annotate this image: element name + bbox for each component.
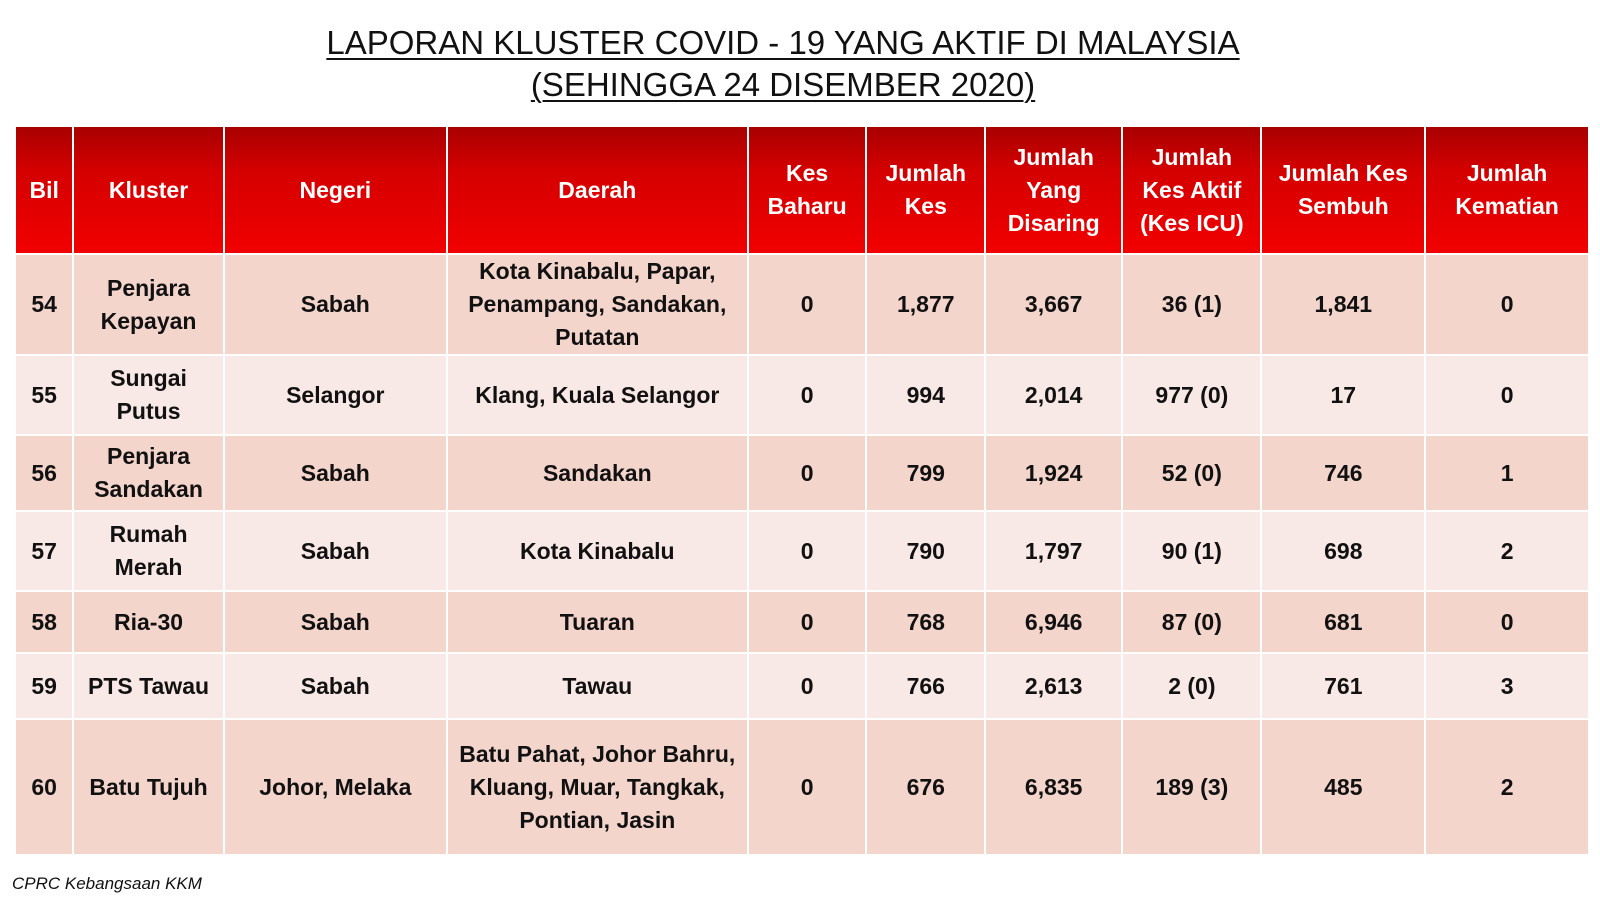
cell-jumlah-aktif: 2 (0): [1122, 653, 1261, 719]
cell-daerah: Batu Pahat, Johor Bahru, Kluang, Muar, Tangkak, Pontian, Jasin: [447, 719, 748, 855]
cell-kluster: Ria-30: [73, 591, 223, 653]
cell-jumlah-kes: 790: [866, 511, 985, 591]
cell-jumlah-kematian: 0: [1425, 355, 1589, 435]
cell-jumlah-disaring: 2,613: [985, 653, 1122, 719]
cell-kes-baharu: 0: [748, 591, 867, 653]
cell-jumlah-kes: 994: [866, 355, 985, 435]
header-negeri: Negeri: [224, 126, 447, 254]
cell-jumlah-kes: 766: [866, 653, 985, 719]
cell-kes-baharu: 0: [748, 355, 867, 435]
cell-jumlah-kes: 676: [866, 719, 985, 855]
cell-jumlah-aktif: 52 (0): [1122, 435, 1261, 511]
header-jumlah-disaring: Jumlah Yang Disaring: [985, 126, 1122, 254]
cell-negeri: Sabah: [224, 254, 447, 355]
cell-bil: 55: [15, 355, 73, 435]
table-row: [15, 355, 1589, 435]
table-row: [15, 511, 1589, 591]
cell-kes-baharu: 0: [748, 653, 867, 719]
cell-daerah: Tuaran: [447, 591, 748, 653]
header-kluster: Kluster: [73, 126, 223, 254]
cell-negeri: Johor, Melaka: [224, 719, 447, 855]
cell-kluster: Penjara Sandakan: [73, 435, 223, 511]
cell-daerah: Klang, Kuala Selangor: [447, 355, 748, 435]
cell-jumlah-aktif: 977 (0): [1122, 355, 1261, 435]
cell-bil: 57: [15, 511, 73, 591]
title-line-2: [0, 64, 1566, 106]
header-jumlah-aktif: Jumlah Kes Aktif (Kes ICU): [1122, 126, 1261, 254]
cell-kes-baharu: 0: [748, 719, 867, 855]
cell-jumlah-disaring: 1,797: [985, 511, 1122, 591]
cluster-table: [14, 125, 1590, 856]
cell-jumlah-disaring: 3,667: [985, 254, 1122, 355]
cell-jumlah-sembuh: 761: [1261, 653, 1425, 719]
cell-jumlah-aktif: 189 (3): [1122, 719, 1261, 855]
cell-kluster: PTS Tawau: [73, 653, 223, 719]
cell-jumlah-disaring: 6,835: [985, 719, 1122, 855]
cell-jumlah-kematian: 3: [1425, 653, 1589, 719]
cell-bil: 60: [15, 719, 73, 855]
cell-daerah: Sandakan: [447, 435, 748, 511]
title-line-1: [0, 22, 1566, 64]
cell-negeri: Sabah: [224, 435, 447, 511]
cell-negeri: Sabah: [224, 511, 447, 591]
cell-daerah: Kota Kinabalu, Papar, Penampang, Sandakan, Putatan: [447, 254, 748, 355]
cell-kluster: Penjara Kepayan: [73, 254, 223, 355]
table-row: [15, 653, 1589, 719]
cell-jumlah-kematian: 1: [1425, 435, 1589, 511]
cell-bil: 56: [15, 435, 73, 511]
cell-jumlah-kes: 768: [866, 591, 985, 653]
cell-jumlah-disaring: 6,946: [985, 591, 1122, 653]
cell-jumlah-sembuh: 485: [1261, 719, 1425, 855]
cell-jumlah-sembuh: 681: [1261, 591, 1425, 653]
cell-bil: 58: [15, 591, 73, 653]
cell-jumlah-sembuh: 746: [1261, 435, 1425, 511]
cell-daerah: Tawau: [447, 653, 748, 719]
cell-kes-baharu: 0: [748, 254, 867, 355]
table-row: [15, 254, 1589, 355]
cell-negeri: Sabah: [224, 591, 447, 653]
cell-kluster: Batu Tujuh: [73, 719, 223, 855]
cell-jumlah-kematian: 2: [1425, 719, 1589, 855]
table-row: [15, 719, 1589, 855]
header-daerah: Daerah: [447, 126, 748, 254]
header-jumlah-kematian: Jumlah Kematian: [1425, 126, 1589, 254]
cell-jumlah-kematian: 0: [1425, 591, 1589, 653]
cell-jumlah-aktif: 90 (1): [1122, 511, 1261, 591]
cell-jumlah-aktif: 36 (1): [1122, 254, 1261, 355]
cell-jumlah-kes: 1,877: [866, 254, 985, 355]
cell-negeri: Selangor: [224, 355, 447, 435]
cell-jumlah-sembuh: 1,841: [1261, 254, 1425, 355]
header-jumlah-sembuh: Jumlah Kes Sembuh: [1261, 126, 1425, 254]
cell-bil: 54: [15, 254, 73, 355]
header-jumlah-kes: Jumlah Kes: [866, 126, 985, 254]
cell-kluster: Rumah Merah: [73, 511, 223, 591]
cell-jumlah-aktif: 87 (0): [1122, 591, 1261, 653]
cell-jumlah-kematian: 2: [1425, 511, 1589, 591]
cell-kes-baharu: 0: [748, 511, 867, 591]
table-row: [15, 435, 1589, 511]
title-line-1-text: LAPORAN KLUSTER COVID - 19 YANG AKTIF DI MALAYSIA: [326, 24, 1240, 61]
cell-bil: 59: [15, 653, 73, 719]
cell-kes-baharu: 0: [748, 435, 867, 511]
cell-jumlah-disaring: 1,924: [985, 435, 1122, 511]
cell-jumlah-sembuh: 698: [1261, 511, 1425, 591]
header-bil: Bil: [15, 126, 73, 254]
cell-kluster: Sungai Putus: [73, 355, 223, 435]
report-title: [0, 22, 1566, 106]
cell-negeri: Sabah: [224, 653, 447, 719]
table-row: [15, 591, 1589, 653]
cell-jumlah-kes: 799: [866, 435, 985, 511]
cell-jumlah-kematian: 0: [1425, 254, 1589, 355]
cell-jumlah-disaring: 2,014: [985, 355, 1122, 435]
source-footnote: CPRC Kebangsaan KKM: [12, 874, 202, 893]
header-kes-baharu: Kes Baharu: [748, 126, 867, 254]
cell-jumlah-sembuh: 17: [1261, 355, 1425, 435]
cell-daerah: Kota Kinabalu: [447, 511, 748, 591]
table-header-row: [15, 126, 1589, 254]
title-line-2-text: (SEHINGGA 24 DISEMBER 2020): [530, 66, 1036, 103]
